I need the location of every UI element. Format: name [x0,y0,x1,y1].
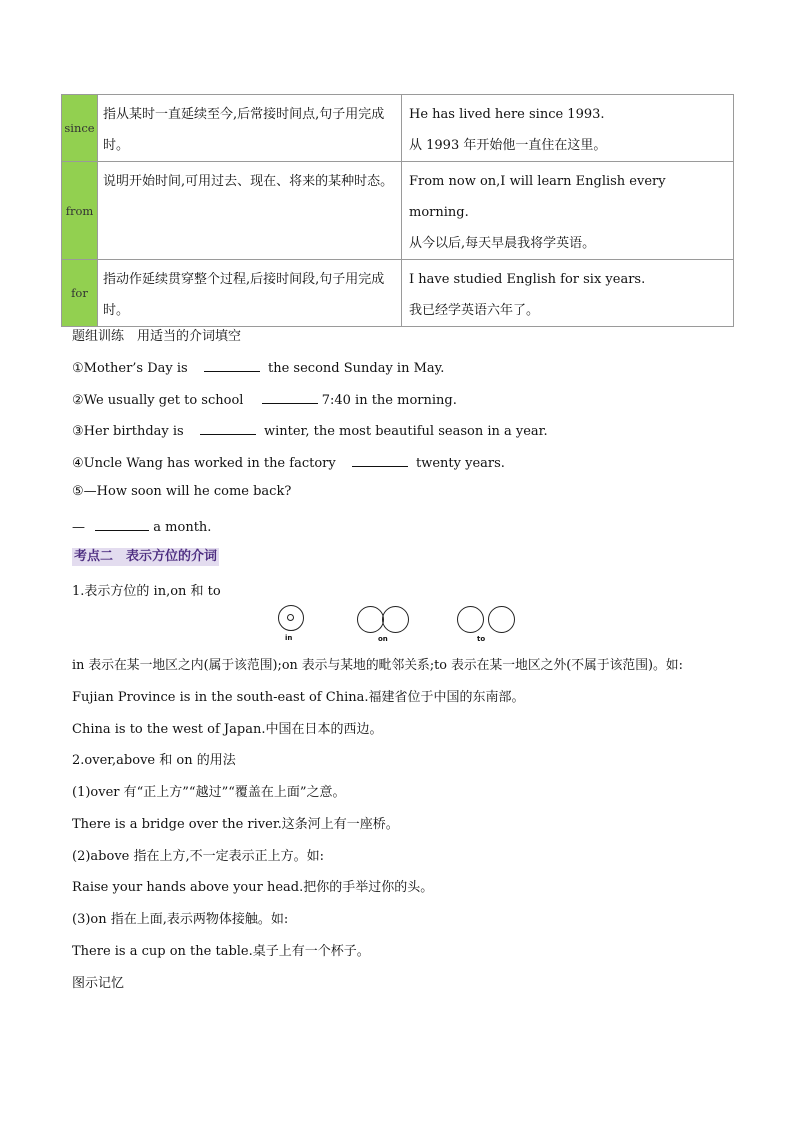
answer-blank[interactable] [204,357,260,372]
question-text: ②We usually get to school [72,393,244,408]
keyword-cell: for [62,260,98,327]
exercise-title: 题组训练 用适当的介词填空 [72,329,242,344]
region-circle [488,606,515,633]
paragraph: (3)on 指在上面,表示两物体接触。如: [72,912,289,927]
example-sentence: Fujian Province is in the south-east of China.福建省位于中国的东南部。 [72,690,525,705]
keyword-cell: from [62,162,98,260]
diagram-label-on: on [378,635,388,643]
exercise-question-5: ⑤—How soon will he come back? [72,484,292,499]
region-circle [357,606,384,633]
paragraph: (1)over 有“正上方”“越过”“覆盖在上面”之意。 [72,785,346,800]
question-text: a month. [153,520,212,535]
question-text: the second Sunday in May. [268,361,445,376]
region-circle [457,606,484,633]
question-text: 7:40 in the morning. [321,393,457,408]
example-sentence: Raise your hands above your head.把你的手举过你的头。 [72,880,434,895]
subsection-title: 1.表示方位的 in,on 和 to [72,584,221,599]
example-english: He has lived here since 1993. [409,107,605,122]
preposition-table [61,94,734,327]
question-text: — [72,520,85,535]
example-sentence: China is to the west of Japan.中国在日本的西边。 [72,722,383,737]
example-chinese: 从 1993 年开始他一直住在这里。 [409,138,607,153]
answer-blank[interactable] [200,420,256,435]
table-row [62,162,734,260]
paragraph: in 表示在某一地区之内(属于该范围);on 表示与某地的毗邻关系;to 表示在某一地区之外(不属于该范围)。如: [72,658,683,673]
exercise-question-3 [72,420,548,439]
keyword-cell: since [62,95,98,162]
example-sentence: There is a cup on the table.桌子上有一个杯子。 [72,944,370,959]
example-english: I have studied English for six years. [409,272,646,287]
table-row [62,95,734,162]
exercise-question-4 [72,452,505,471]
description-cell: 说明开始时间,可用过去、现在、将来的某种时态。 [98,162,402,260]
subsection-title: 2.over,above 和 on 的用法 [72,753,236,768]
inner-circle [287,614,294,621]
question-text: ④Uncle Wang has worked in the factory [72,456,336,471]
example-sentence: There is a bridge over the river.这条河上有一座桥。 [72,817,399,832]
example-cell [402,260,734,327]
diagram-label-to: to [477,635,486,643]
answer-blank[interactable] [262,389,318,404]
example-chinese: 我已经学英语六年了。 [409,303,540,318]
description-cell: 指从某时一直延续至今,后常接时间点,句子用完成时。 [98,95,402,162]
description-cell: 指动作延续贯穿整个过程,后接时间段,句子用完成时。 [98,260,402,327]
question-text: ①Mother’s Day is [72,361,188,376]
question-text: ③Her birthday is [72,424,184,439]
diagram-label-in: in [285,634,293,642]
answer-blank[interactable] [352,452,408,467]
example-chinese: 从今以后,每天早晨我将学英语。 [409,236,596,251]
exercise-question-2 [72,389,457,408]
example-english: From now on,I will learn English every morning. [409,174,666,220]
answer-blank[interactable] [95,516,149,531]
example-cell [402,95,734,162]
question-text: twenty years. [416,456,505,471]
exercise-answer-5 [72,516,211,535]
question-text: winter, the most beautiful season in a year. [263,424,548,439]
exercise-question-1 [72,357,444,376]
table-row [62,260,734,327]
paragraph: (2)above 指在上方,不一定表示正上方。如: [72,849,324,864]
paragraph: 图示记忆 [72,976,125,991]
section-heading: 考点二 表示方位的介词 [74,549,218,564]
example-cell [402,162,734,260]
region-circle [382,606,409,633]
